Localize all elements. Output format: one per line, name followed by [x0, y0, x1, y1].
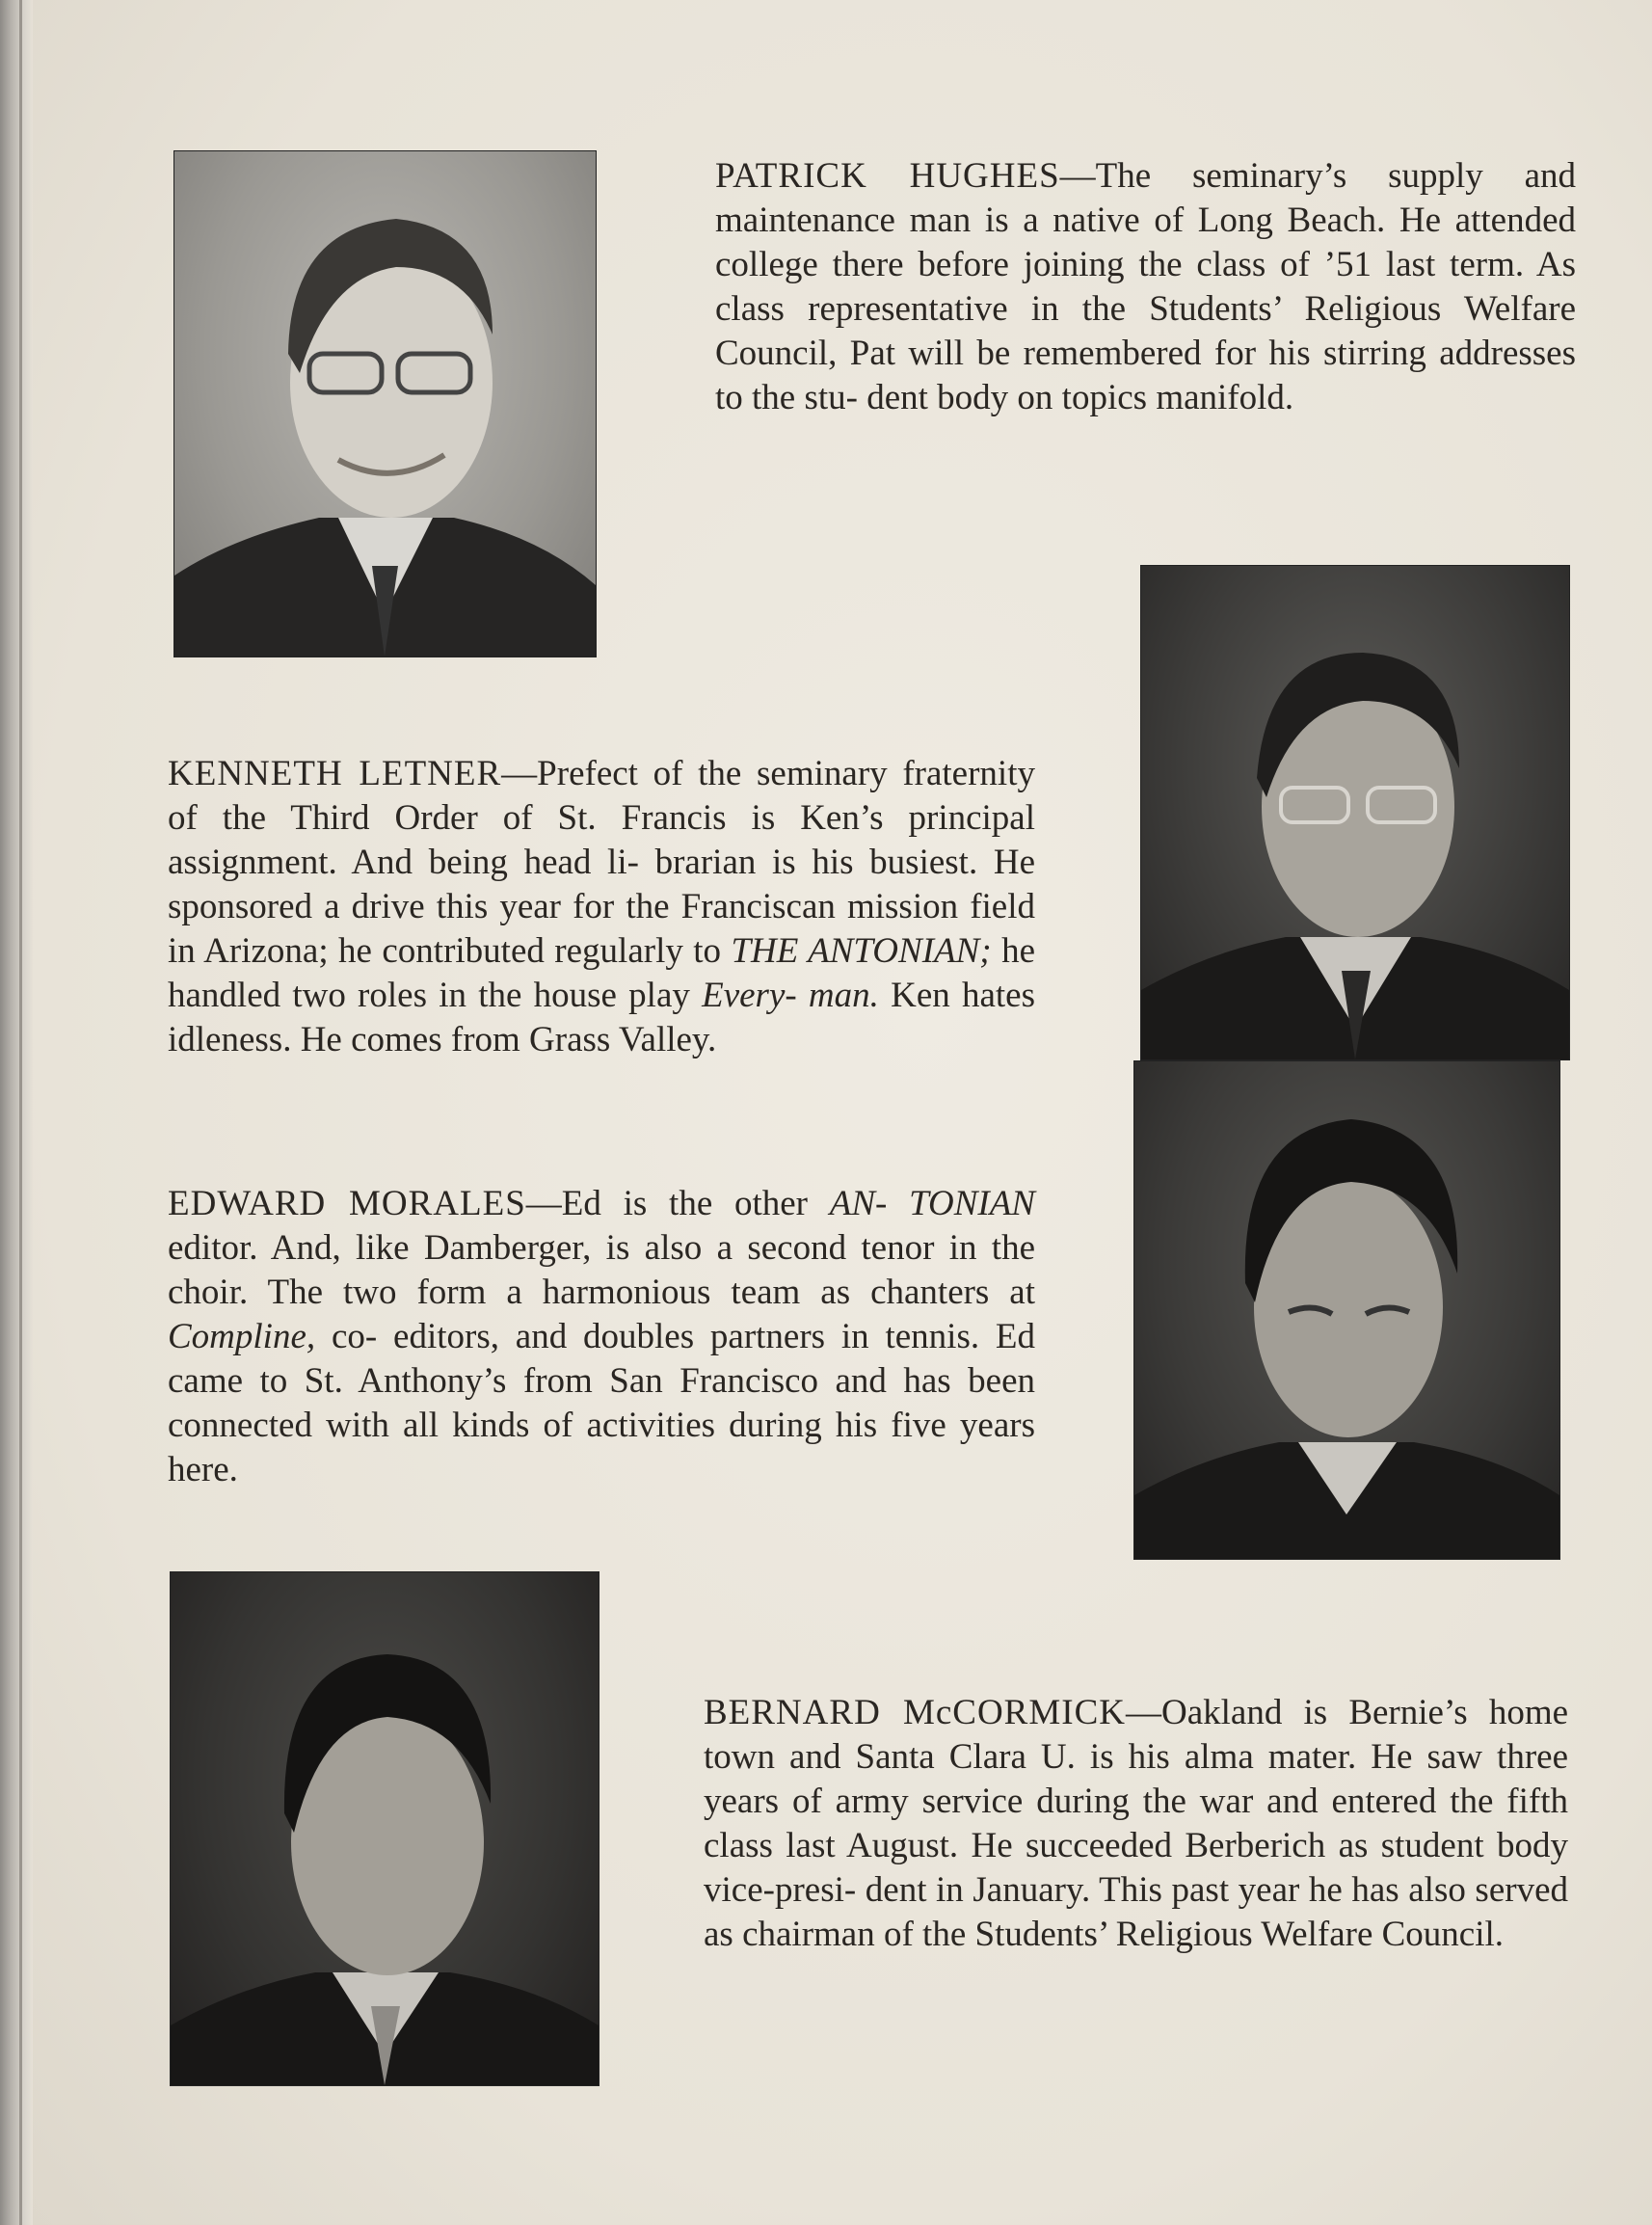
photo-edward-morales — [1133, 1060, 1560, 1560]
photo-patrick-hughes — [173, 150, 597, 657]
portrait-photo-icon — [1134, 1061, 1559, 1559]
photo-kenneth-letner — [1140, 565, 1570, 1060]
bio-bernard-mccormick: BERNARD McCORMICK—Oakland is Bernie’s home town and Santa Clara U. is his alma mater. He saw three years of army service during the war and entered the fifth class last August. He succeeded Berberich as student body vice-presi- dent in January. This past year he has also served as chairman of the Students’ Religious Welfare Council. — [704, 1693, 1569, 1954]
bio-edward-morales: EDWARD MORALES—Ed is the other AN- TONIAN editor. And, like Damberger, is also a second tenor in the choir. The two form a harmonious team as chanters at Compline, co- editors, and doubles partners in tennis. Ed came to St. Anthony’s from San Francisco and has been connected with all kinds of activities during his five years here. — [168, 1184, 1036, 1489]
bio-kenneth-letner: KENNETH LETNER—Prefect of the seminary fraternity of the Third Order of St. Francis is Ken’s principal assignment. And being head li- brarian is his busiest. He sponsored a drive this year for the Franciscan mission field in Arizona; he contributed regularly to THE ANTONIAN; he handled two roles in the house play Every- man. Ken hates idleness. He comes from Grass Valley. — [168, 754, 1036, 1059]
bio-patrick-hughes: PATRICK HUGHES—The seminary’s supply and maintenance man is a native of Long Beach. He attended college there before joining the class of ’51 last term. As class representative in the Students’ Religious Welfare Council, Pat will be remembered for his stirring addresses to the stu- dent body on topics manifold. — [715, 156, 1576, 417]
bio-name: KENNETH LETNER — [168, 754, 502, 793]
portrait-photo-icon — [171, 1572, 599, 2085]
book-binding-edge — [0, 0, 33, 2225]
bio-name: EDWARD MORALES — [168, 1184, 526, 1223]
portrait-photo-icon — [1141, 566, 1569, 1059]
portrait-photo-icon — [174, 151, 596, 657]
photo-bernard-mccormick — [170, 1571, 600, 2086]
binding-shadow-line — [19, 0, 22, 2225]
bio-name: PATRICK HUGHES — [715, 156, 1060, 196]
bio-name: BERNARD McCORMICK — [704, 1693, 1126, 1732]
